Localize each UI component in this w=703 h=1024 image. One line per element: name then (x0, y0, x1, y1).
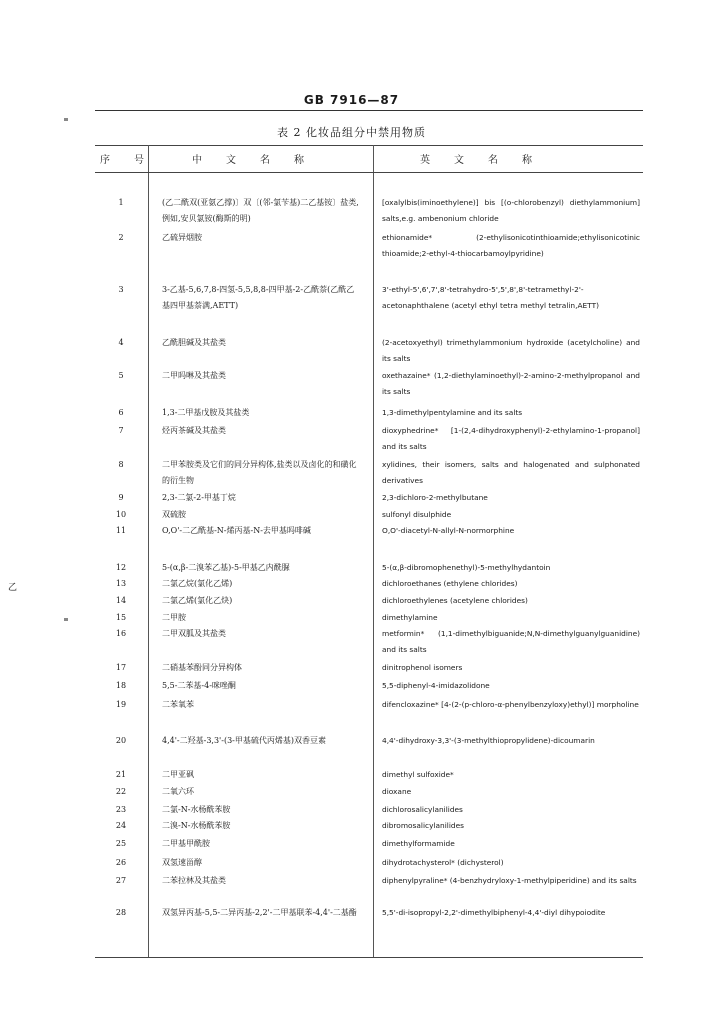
header-rule (95, 110, 643, 111)
chinese-name: 双氢速甾醇 (162, 858, 202, 867)
chinese-name: 二甲苯胺类及它们的同分异构体,盐类以及卤化的和磺化的衍生物 (162, 460, 357, 485)
chinese-name: O,O'-二乙酰基-N-烯丙基-N-去甲基吗啡碱 (162, 526, 311, 535)
table-header-rule (95, 172, 643, 173)
row-number: 23 (115, 805, 127, 814)
english-name: dichloroethylenes (acetylene chlorides) (382, 596, 528, 605)
chinese-name: 二甲基甲酰胺 (162, 839, 210, 848)
english-name: 1,3-dimethylpentylamine and its salts (382, 408, 523, 417)
chinese-name: 双氢异丙基-5,5-二异丙基-2,2'-二甲基联苯-4,4'-二基酯 (162, 908, 357, 917)
row-number: 16 (115, 629, 127, 638)
column-divider-2 (373, 145, 374, 957)
row-number: 17 (115, 663, 127, 672)
english-name: 5,5-diphenyl-4-imidazolidone (382, 681, 490, 690)
row-number: 7 (118, 426, 124, 435)
scan-mark (64, 618, 68, 621)
column-header-chinese: 中文名称 (192, 155, 328, 166)
row-number: 2 (118, 233, 124, 242)
english-name: 5,5'-di-isopropyl-2,2'-dimethylbiphenyl-4,4'-diyl dihypoiodite (382, 908, 606, 917)
standard-number: GB 7916—87 (303, 93, 400, 107)
chinese-name: 2,3-二氯-2-甲基丁烷 (162, 493, 236, 502)
english-name: 5-(α,β-dibromophenethyl)-5-methylhydantoin (382, 563, 551, 572)
english-name: (2-acetoxyethyl) trimethylammonium hydroxide (acetylcholine) and its salts (382, 338, 640, 363)
row-number: 13 (115, 579, 127, 588)
english-name: O,O'-diacetyl-N-allyl-N-normorphine (382, 526, 515, 535)
row-number: 8 (118, 460, 124, 469)
row-number: 24 (115, 821, 127, 830)
column-header-no: 序号 (100, 155, 168, 166)
english-name: dibromosalicylanilides (382, 821, 464, 830)
english-name: sulfonyl disulphide (382, 510, 452, 519)
row-number: 21 (115, 770, 127, 779)
row-number: 9 (118, 493, 124, 502)
row-number: 14 (115, 596, 127, 605)
chinese-name: 二硝基苯酚同分异构体 (162, 663, 242, 672)
row-number: 22 (115, 787, 127, 796)
row-number: 19 (115, 700, 127, 709)
english-name: dimethylamine (382, 613, 438, 622)
row-number: 1 (118, 198, 124, 207)
row-number: 4 (118, 338, 124, 347)
margin-mark: 乙 (8, 583, 18, 593)
english-name: dinitrophenol isomers (382, 663, 463, 672)
english-name: ethionamide* (2-ethylisonicotinthioamide;ethylisonicotinic thioamide;2-ethyl-4-thiocarbamoylpyridine) (382, 233, 640, 258)
chinese-name: 二苯拉林及其盐类 (162, 876, 226, 885)
scan-mark (64, 118, 68, 121)
chinese-name: 1,3-二甲基戊胺及其盐类 (162, 408, 250, 417)
english-name: dimethyl sulfoxide* (382, 770, 454, 779)
chinese-name: 二氯乙烷(氯化乙烯) (162, 579, 233, 588)
chinese-name: 二甲亚砜 (162, 770, 194, 779)
english-name: difencloxazine* [4-(2-(p-chloro-α-phenylbenzyloxy)ethyl)] morpholine (382, 700, 639, 709)
english-name: dichloroethanes (ethylene chlorides) (382, 579, 518, 588)
row-number: 10 (115, 510, 127, 519)
table-top-border (95, 145, 643, 146)
chinese-name: 二氯-N-水杨酰苯胺 (162, 805, 231, 814)
chinese-name: 乙酰胆碱及其盐类 (162, 338, 226, 347)
english-name: dihydrotachysterol* (dichysterol) (382, 858, 504, 867)
chinese-name: (乙二酰双(亚氨乙撑)〕双〔(邻-氯苄基)二乙基铵〕盐类,例如,安贝氯铵(酶斯的明) (162, 198, 359, 223)
chinese-name: 二氧六环 (162, 787, 194, 796)
chinese-name: 乙硫异烟胺 (162, 233, 202, 242)
chinese-name: 二溴-N-水杨酰苯胺 (162, 821, 231, 830)
english-name: 4,4'-dihydroxy-3,3'-(3-methylthiopropylidene)-dicoumarin (382, 736, 595, 745)
english-name: 3'-ethyl-5',6',7',8'-tetrahydro-5',5',8',8'-tetramethyl-2'-acetonaphthalene (acetyl ethyl tetra methyl tetralin,AETT) (382, 285, 599, 310)
chinese-name: 二甲吗啉及其盐类 (162, 371, 226, 380)
row-number: 5 (118, 371, 124, 380)
english-name: dioxyphedrine* [1-(2,4-dihydroxyphenyl)-2-ethylamino-1-propanol] and its salts (382, 426, 640, 451)
chinese-name: 3-乙基-5,6,7,8-四氢-5,5,8,8-四甲基-2-乙酰萘(乙酰乙基四甲基萘满,AETT) (162, 285, 355, 310)
english-name: 2,3-dichloro-2-methylbutane (382, 493, 488, 502)
english-name: oxethazaine* (1,2-diethylaminoethyl)-2-amino-2-methylpropanol and its salts (382, 371, 640, 396)
chinese-name: 烃丙茶碱及其盐类 (162, 426, 226, 435)
chinese-name: 二氯乙烯(氯化乙炔) (162, 596, 233, 605)
row-number: 12 (115, 563, 127, 572)
english-name: metformin* (1,1-dimethylbiguanide;N,N-dimethylguanylguanidine) and its salts (382, 629, 640, 654)
row-number: 3 (118, 285, 124, 294)
row-number: 20 (115, 736, 127, 745)
chinese-name: 双硫胺 (162, 510, 186, 519)
row-number: 11 (115, 526, 127, 535)
column-divider-1 (148, 145, 149, 957)
english-name: [oxalylbis(iminoethylene)] bis [(o-chlorobenzyl) diethylammonium] salts,e.g. ambenonium chloride (382, 198, 640, 223)
english-name: diphenylpyraline* (4-benzhydryloxy-1-methylpiperidine) and its salts (382, 876, 637, 885)
chinese-name: 5,5-二苯基-4-咪唑酮 (162, 681, 236, 690)
row-number: 18 (115, 681, 127, 690)
row-number: 27 (115, 876, 127, 885)
chinese-name: 二苯氧苯 (162, 700, 194, 709)
chinese-name: 4,4'-二羟基-3,3'-(3-甲基硫代丙烯基)双香豆素 (162, 736, 326, 745)
table-caption: 表 2 化妆品组分中禁用物质 (277, 126, 426, 139)
chinese-name: 二甲双胍及其盐类 (162, 629, 226, 638)
row-number: 26 (115, 858, 127, 867)
row-number: 25 (115, 839, 127, 848)
row-number: 6 (118, 408, 124, 417)
english-name: dioxane (382, 787, 412, 796)
chinese-name: 5-(α,β-二溴苯乙基)-5-甲基乙内酰脲 (162, 563, 290, 572)
column-header-english: 英文名称 (420, 155, 556, 166)
row-number: 28 (115, 908, 127, 917)
english-name: dimethylformamide (382, 839, 455, 848)
english-name: xylidines, their isomers, salts and halogenated and sulphonated derivatives (382, 460, 640, 485)
chinese-name: 二甲胺 (162, 613, 186, 622)
table-bottom-border (95, 957, 643, 958)
row-number: 15 (115, 613, 127, 622)
english-name: dichlorosalicylanilides (382, 805, 463, 814)
